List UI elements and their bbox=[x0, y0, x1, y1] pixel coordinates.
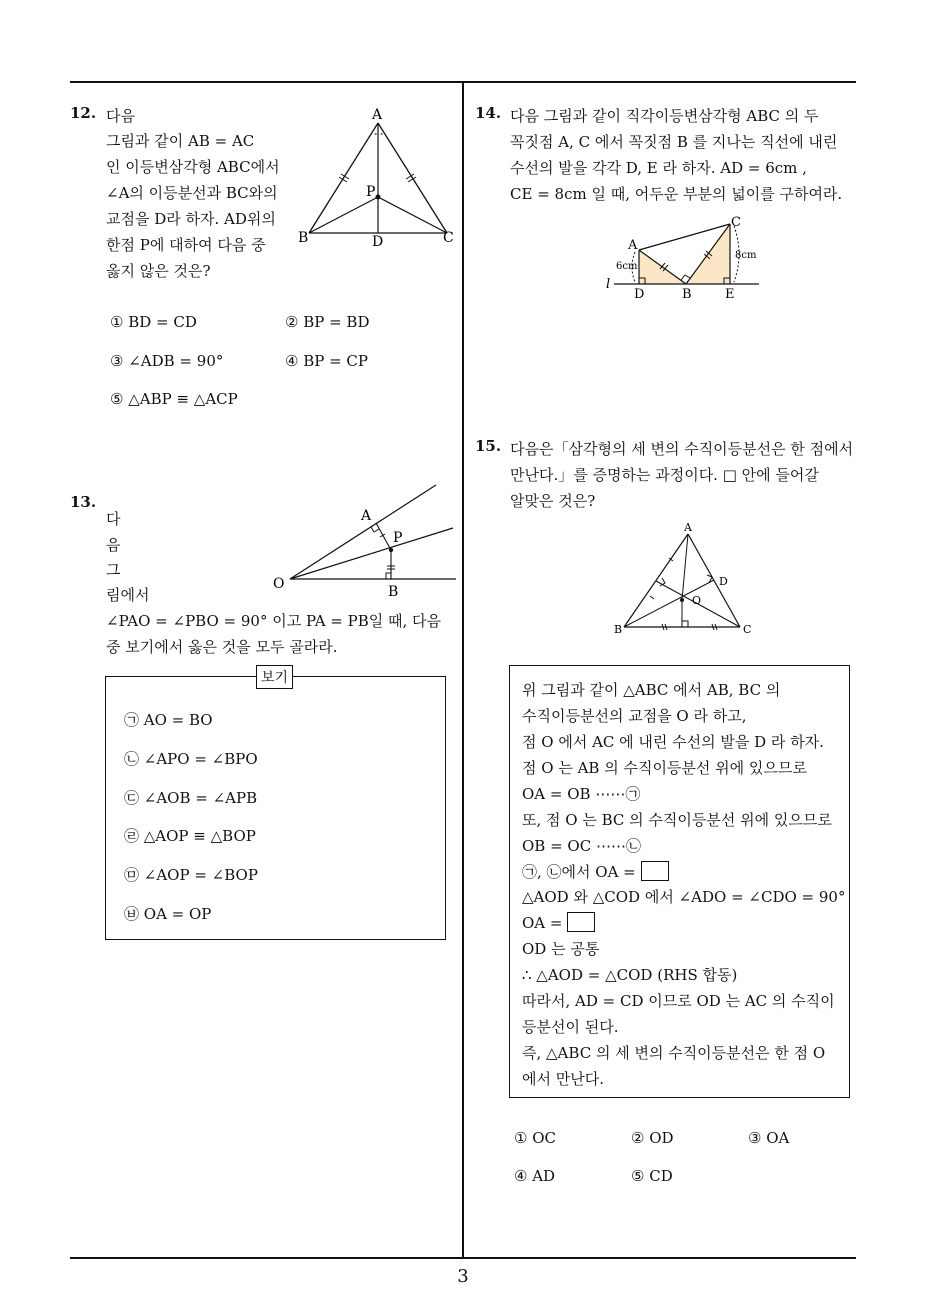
q15-blank-1[interactable] bbox=[641, 861, 669, 881]
q14-label-ce: 8cm bbox=[735, 250, 757, 261]
q15-proof-line-10-text: OA = bbox=[522, 914, 568, 932]
q15-proof-line-12: ∴ △AOD = △COD (RHS 합동) bbox=[522, 966, 738, 984]
bottom-rule bbox=[70, 1257, 856, 1259]
q12-line-7: 옳지 않은 것은? bbox=[106, 262, 211, 280]
q12-triangle-figure bbox=[295, 105, 460, 250]
q15-option-1[interactable]: ① OC bbox=[514, 1129, 556, 1147]
q13-item-3: ㉢ ∠AOB = ∠APB bbox=[124, 789, 258, 807]
q12-line-4: ∠A의 이등분선과 BC와의 bbox=[106, 184, 278, 202]
q15-proof-line-8-text: ㉠, ㉡에서 OA = bbox=[522, 863, 641, 881]
column-divider bbox=[462, 82, 464, 1258]
q14-number: 14. bbox=[475, 104, 502, 122]
q15-label-O: O bbox=[692, 594, 702, 607]
q15-triangle-figure bbox=[610, 520, 760, 640]
q15-line-2: 만난다.」를 증명하는 과정이다. □ 안에 들어갈 bbox=[510, 466, 819, 484]
q15-proof-line-15: 즉, △ABC 의 세 변의 수직이등분선은 한 점 O bbox=[522, 1044, 826, 1062]
q13-item-1: ㉠ AO = BO bbox=[124, 711, 213, 729]
q13-line-6: 중 보기에서 옳은 것을 모두 골라라. bbox=[106, 638, 338, 656]
page-number: 3 bbox=[457, 1266, 469, 1287]
q14-figure bbox=[604, 212, 769, 304]
q15-proof-line-16: 에서 만난다. bbox=[522, 1070, 604, 1088]
q12-line-1: 다음 bbox=[106, 107, 135, 125]
q15-option-3[interactable]: ③ OA bbox=[748, 1129, 790, 1147]
q15-proof-line-1: 위 그림과 같이 △ABC 에서 AB, BC 의 bbox=[522, 681, 781, 699]
q14-label-B: B bbox=[682, 287, 692, 302]
q15-proof-line-6: 또, 점 O 는 BC 의 수직이등분선 위에 있으므로 bbox=[522, 811, 832, 829]
svg-text:∘: ∘ bbox=[380, 130, 384, 138]
q15-proof-line-2: 수직이등분선의 교점을 O 라 하고, bbox=[522, 707, 747, 725]
q12-line-3: 인 이등변삼각형 ABC에서 bbox=[106, 158, 280, 176]
q15-option-5[interactable]: ⑤ CD bbox=[631, 1167, 673, 1185]
q13-angle-figure bbox=[268, 482, 458, 600]
q12-label-A: A bbox=[372, 107, 383, 123]
q12-label-C: C bbox=[443, 230, 454, 246]
q15-proof-line-8 bbox=[522, 861, 669, 882]
q15-label-D: D bbox=[719, 575, 728, 588]
q13-line-5: ∠PAO = ∠PBO = 90° 이고 PA = PB일 때, 다음 bbox=[106, 612, 442, 630]
q12-line-6: 한점 P에 대하여 다음 중 bbox=[106, 236, 266, 254]
q13-item-6: ㉥ OA = OP bbox=[124, 905, 212, 923]
q12-option-2[interactable]: ② BP = BD bbox=[285, 313, 370, 331]
q14-line-3: 수선의 발을 각각 D, E 라 하자. AD = 6cm , bbox=[510, 159, 807, 177]
q15-line-1: 다음은「삼각형의 세 변의 수직이등분선은 한 점에서 bbox=[510, 440, 854, 458]
q12-line-2: 그림과 같이 AB = AC bbox=[106, 132, 255, 150]
q15-proof-line-4: 점 O 는 AB 의 수직이등분선 위에 있으므로 bbox=[522, 759, 807, 777]
q14-label-D: D bbox=[634, 287, 645, 302]
q15-proof-line-10 bbox=[522, 912, 595, 932]
q15-option-4[interactable]: ④ AD bbox=[514, 1167, 556, 1185]
q15-label-B: B bbox=[614, 623, 623, 636]
q13-label-P: P bbox=[393, 530, 403, 546]
q12-number: 12. bbox=[70, 104, 97, 122]
q15-proof-line-3: 점 O 에서 AC 에 내린 수선의 발을 D 라 하자. bbox=[522, 733, 824, 751]
q14-label-l: l bbox=[606, 277, 611, 292]
q15-proof-line-11: OD 는 공통 bbox=[522, 940, 600, 958]
q14-label-C: C bbox=[731, 215, 741, 230]
q13-line-1: 다 bbox=[106, 510, 121, 528]
q15-line-3: 알맞은 것은? bbox=[510, 492, 596, 510]
q15-blank-2[interactable] bbox=[567, 912, 595, 932]
q15-proof-line-14: 등분선이 된다. bbox=[522, 1018, 619, 1036]
q15-label-A: A bbox=[684, 521, 692, 534]
q13-item-2: ㉡ ∠APO = ∠BPO bbox=[124, 750, 258, 768]
q15-proof-line-9: △AOD 와 △COD 에서 ∠ADO = ∠CDO = 90° bbox=[522, 888, 846, 906]
q14-label-ad: 6cm bbox=[616, 261, 638, 272]
q12-label-B: B bbox=[298, 230, 309, 246]
q13-line-4: 림에서 bbox=[106, 586, 150, 604]
q12-option-4[interactable]: ④ BP = CP bbox=[285, 352, 369, 370]
q14-label-A: A bbox=[628, 238, 638, 253]
q13-box-title: 보기 bbox=[256, 665, 293, 689]
q15-label-C: C bbox=[743, 623, 752, 636]
q13-line-2: 음 bbox=[106, 536, 121, 554]
q14-line-4: CE = 8cm 일 때, 어두운 부분의 넓이를 구하여라. bbox=[510, 185, 843, 203]
svg-text:∘: ∘ bbox=[374, 130, 378, 138]
q15-number: 15. bbox=[475, 437, 502, 455]
q13-line-3: 그 bbox=[106, 561, 121, 579]
q13-label-A: A bbox=[361, 508, 372, 524]
q15-option-2[interactable]: ② OD bbox=[631, 1129, 674, 1147]
q15-proof-line-13: 따라서, AD = CD 이므로 OD 는 AC 의 수직이 bbox=[522, 992, 835, 1010]
q12-label-D: D bbox=[372, 234, 384, 250]
q12-line-5: 교점을 D라 하자. AD위의 bbox=[106, 210, 276, 228]
q15-proof-line-5: OA = OB ⋯⋯㉠ bbox=[522, 785, 641, 803]
q13-label-O: O bbox=[273, 576, 285, 592]
q13-label-B: B bbox=[388, 584, 399, 600]
q14-label-E: E bbox=[725, 287, 735, 302]
q15-proof-line-7: OB = OC ⋯⋯㉡ bbox=[522, 837, 641, 855]
q12-option-1[interactable]: ① BD = CD bbox=[110, 313, 197, 331]
q14-line-2: 꼭짓점 A, C 에서 꼭짓점 B 를 지나는 직선에 내린 bbox=[510, 133, 838, 151]
q13-number: 13. bbox=[70, 493, 97, 511]
q12-option-5[interactable]: ⑤ △ABP ≡ △ACP bbox=[110, 390, 238, 408]
q13-item-4: ㉣ △AOP ≡ △BOP bbox=[124, 827, 256, 845]
q13-item-5: ㉤ ∠AOP = ∠BOP bbox=[124, 866, 258, 884]
q14-line-1: 다음 그림과 같이 직각이등변삼각형 ABC 의 두 bbox=[510, 107, 819, 125]
q12-label-P: P bbox=[366, 184, 376, 200]
q12-option-3[interactable]: ③ ∠ADB = 90° bbox=[110, 352, 224, 370]
